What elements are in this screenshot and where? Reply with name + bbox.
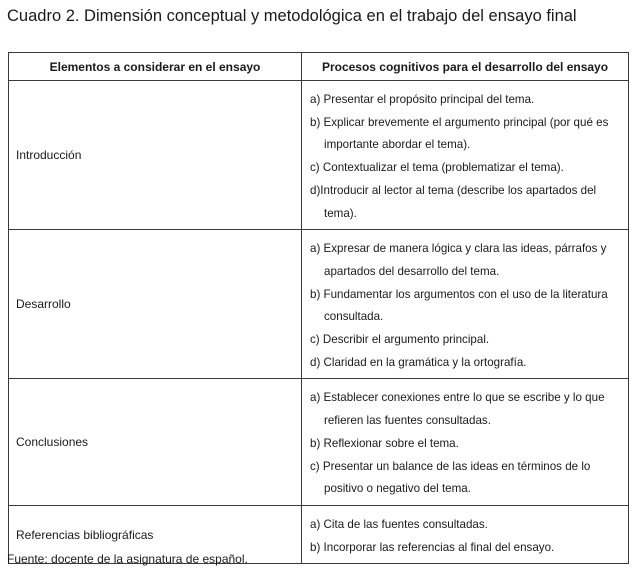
list-item: a) Establecer conexiones entre lo que se escribe y lo que refieren las fuentes consultadas. xyxy=(310,391,605,428)
process-cell xyxy=(302,379,629,506)
list-item: a) Expresar de manera lógica y clara las ideas, párrafos y apartados del desarrollo del tema. xyxy=(310,242,607,278)
header-elements: Elementos a considerar en el ensayo xyxy=(9,53,302,81)
list-item: a) Cita de las fuentes consultadas. xyxy=(310,517,488,531)
list-item: d)Introducir al lector al tema (describe los apartados del tema). xyxy=(310,183,597,220)
table-header-row xyxy=(9,53,629,81)
element-cell: Referencias bibliográficas xyxy=(9,505,302,563)
process-cell xyxy=(302,505,629,563)
process-cell xyxy=(302,81,629,230)
source-note: Fuente: docente de la asignatura de español. xyxy=(7,552,248,566)
element-cell: Introducción xyxy=(9,81,302,230)
list-item: b) Fundamentar los argumentos con el uso de la literatura consultada. xyxy=(310,287,608,324)
list-item: d) Claridad en la gramática y la ortografía. xyxy=(310,355,527,369)
list-item: b) Explicar brevemente el argumento principal (por qué es importante abordar el tema). xyxy=(310,115,609,152)
list-item: b) Reflexionar sobre el tema. xyxy=(310,436,459,450)
list-item: b) Incorporar las referencias al final del ensayo. xyxy=(310,540,555,554)
list-item: c) Presentar un balance de las ideas en términos de lo positivo o negativo del tema. xyxy=(310,459,591,496)
table-row-desarrollo xyxy=(9,230,629,379)
element-cell: Desarrollo xyxy=(9,230,302,379)
table-row-introduccion xyxy=(9,81,629,230)
process-cell xyxy=(302,230,629,379)
element-cell: Conclusiones xyxy=(9,379,302,506)
list-item: c) Describir el argumento principal. xyxy=(310,333,490,347)
header-processes: Procesos cognitivos para el desarrollo del ensayo xyxy=(302,53,629,81)
list-item: c) Contextualizar el tema (problematizar el tema). xyxy=(310,161,564,175)
essay-criteria-table xyxy=(8,52,629,564)
table-caption: Cuadro 2. Dimensión conceptual y metodológica en el trabajo del ensayo final xyxy=(7,7,577,25)
list-item: a) Presentar el propósito principal del tema. xyxy=(310,93,535,106)
table-row-conclusiones xyxy=(9,379,629,506)
